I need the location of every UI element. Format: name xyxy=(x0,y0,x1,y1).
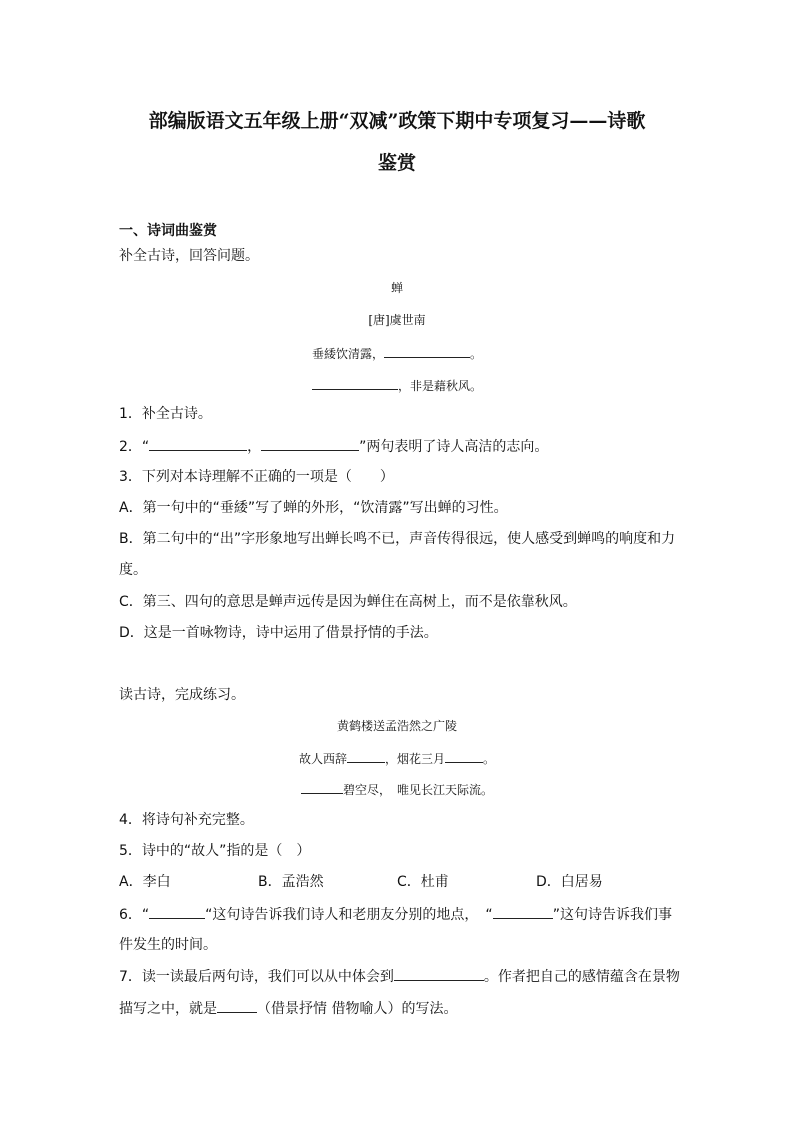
poem1-line2-end: ，非是藉秋风。 xyxy=(397,379,482,393)
q6-suffix: ”这句诗告诉我们事 xyxy=(552,907,672,923)
question-5-option-c: C．杜甫 xyxy=(397,874,449,890)
poem1-blank-2[interactable] xyxy=(312,375,398,390)
question-4: 4．将诗句补充完整。 xyxy=(119,812,254,828)
poem1-line1 xyxy=(100,343,694,363)
question-3-option-b: B．第二句中的“出”字形象地写出蝉长鸣不已，声音传得很远，使人感受到蝉鸣的响度和力 xyxy=(119,531,676,547)
poem1-blank-1[interactable] xyxy=(384,343,470,358)
q2-suffix: ”两句表明了诗人高洁的志向。 xyxy=(359,439,549,455)
q7-blank-1[interactable] xyxy=(394,966,484,981)
question-3-stem: 3．下列对本诗理解不正确的一项是（ ） xyxy=(119,469,394,485)
section-intro: 补全古诗，回答问题。 xyxy=(119,248,259,264)
q7-line2-suffix: （借景抒情 借物喻人）的写法。 xyxy=(257,1001,458,1017)
poem2-blank-3[interactable] xyxy=(301,779,343,794)
poem1-line1-text: 垂緌饮清露， xyxy=(311,347,384,361)
poem2-blank-2[interactable] xyxy=(445,748,483,763)
question-6-cont: 件发生的时间。 xyxy=(119,937,217,953)
q7-suffix: 。作者把自己的感情蕴含在景物 xyxy=(483,969,680,985)
q2-comma: ， xyxy=(247,439,262,455)
question-5-option-d: D．白居易 xyxy=(536,874,603,890)
q7-blank-2[interactable] xyxy=(217,998,257,1013)
q2-blank-2[interactable] xyxy=(261,436,359,451)
q7-line2-prefix: 描写之中，就是 xyxy=(119,1001,217,1017)
question-5-stem: 5．诗中的“故人”指的是（ ） xyxy=(119,843,311,859)
question-5-option-b: B．孟浩然 xyxy=(258,874,324,890)
q6-mid: “这句诗告诉我们诗人和老朋友分别的地点， “ xyxy=(205,907,493,923)
question-2 xyxy=(119,436,548,457)
question-6 xyxy=(119,904,672,925)
poem2-line1-a: 故人西辞 xyxy=(298,752,347,766)
poem2-line2-a: 碧空尽， 唯见长江天际流。 xyxy=(342,783,493,797)
question-3-option-d: D．这是一首咏物诗，诗中运用了借景抒情的手法。 xyxy=(119,625,438,641)
poem2-line1-b: ，烟花三月 xyxy=(384,752,445,766)
q7-prefix: 7．读一读最后两句诗，我们可以从中体会到 xyxy=(119,969,394,985)
poem1-line1-end: 。 xyxy=(470,347,483,361)
section-heading: 一、诗词曲鉴赏 xyxy=(119,223,217,239)
q6-blank-1[interactable] xyxy=(149,904,205,919)
section2-intro: 读古诗，完成练习。 xyxy=(119,687,245,703)
q2-prefix: 2．“ xyxy=(119,439,150,455)
page-title-line1: 部编版语文五年级上册“双减”政策下期中专项复习——诗歌 xyxy=(148,110,646,132)
poem1-author: [唐]虞世南 xyxy=(368,313,426,327)
poem2-line1 xyxy=(100,748,694,768)
poem2-title: 黄鹤楼送孟浩然之广陵 xyxy=(336,719,457,733)
question-3-option-a: A．第一句中的“垂緌”写了蝉的外形，“饮清露”写出蝉的习性。 xyxy=(119,500,508,516)
page-title-line2: 鉴赏 xyxy=(377,152,416,174)
poem1-title: 蝉 xyxy=(390,281,403,295)
question-3-option-c: C．第三、四句的意思是蝉声远传是因为蝉住在高树上，而不是依靠秋风。 xyxy=(119,594,577,610)
question-3-option-b-cont: 度。 xyxy=(119,562,147,578)
poem2-blank-1[interactable] xyxy=(347,748,385,763)
q2-blank-1[interactable] xyxy=(149,436,247,451)
question-1: 1．补全古诗。 xyxy=(119,406,212,422)
poem2-line2 xyxy=(100,779,694,799)
question-7 xyxy=(119,966,680,987)
poem1-line2 xyxy=(100,375,694,395)
poem2-line1-c: 。 xyxy=(483,752,496,766)
question-5-option-a: A．李白 xyxy=(119,874,171,890)
question-7-cont xyxy=(119,998,457,1019)
q6-prefix: 6．“ xyxy=(119,907,150,923)
q6-blank-2[interactable] xyxy=(493,904,553,919)
